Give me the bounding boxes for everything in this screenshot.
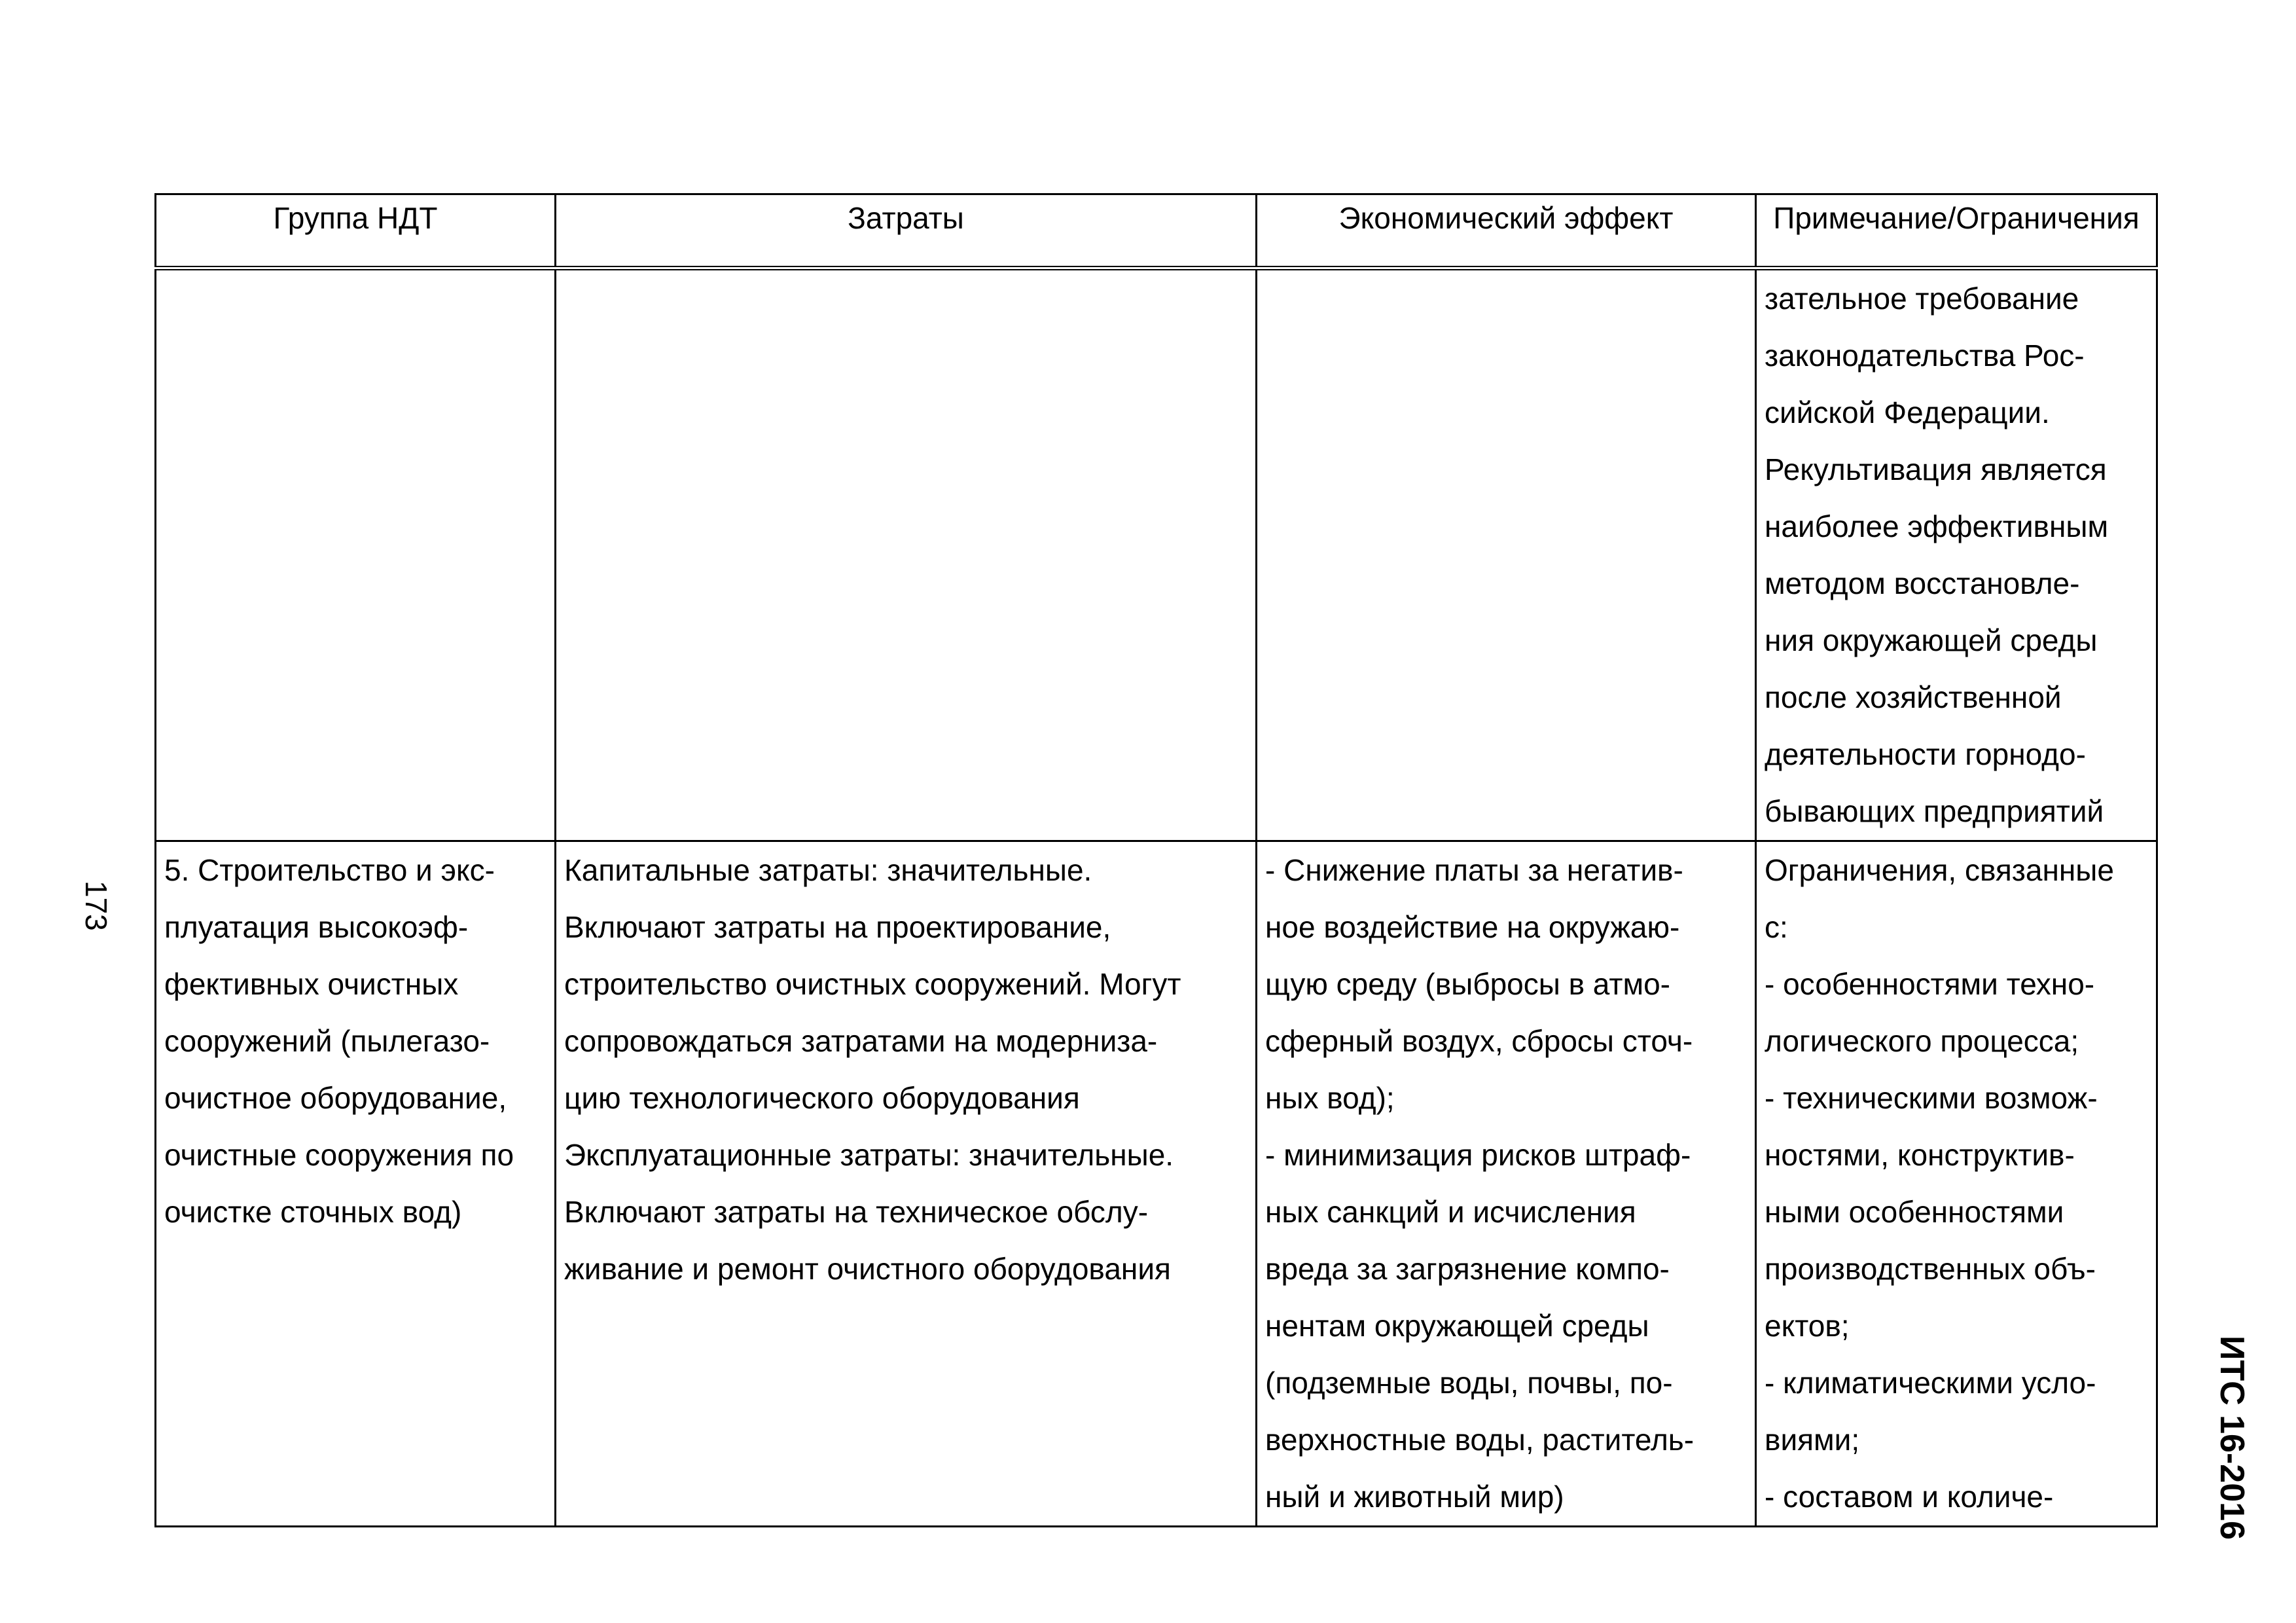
cell-line: Включают затраты на проектирование,: [564, 910, 1111, 944]
cell-group: [156, 841, 556, 1527]
cell-line: фективных очистных: [164, 967, 459, 1001]
cell-line: - минимизация рисков штраф-: [1265, 1138, 1691, 1172]
cell-line: ных санкций и исчисления: [1265, 1195, 1636, 1229]
cell-costs: [556, 841, 1257, 1527]
cell-line: (подземные воды, почвы, по-: [1265, 1366, 1673, 1400]
cell-line: - климатическими усло-: [1765, 1366, 2096, 1400]
header-group: Группа НДТ: [156, 194, 556, 268]
cell-line: ный и животный мир): [1265, 1480, 1564, 1514]
header-costs: Затраты: [556, 194, 1257, 268]
cell-line: наиболее эффективным: [1765, 509, 2109, 543]
cell-line: вреда за загрязнение компо-: [1265, 1252, 1670, 1286]
cell-line: цию технологического оборудования: [564, 1081, 1080, 1115]
cell-line: очистке сточных вод): [164, 1195, 462, 1229]
cell-notes: [1756, 841, 2157, 1527]
header-effect: Экономический эффект: [1257, 194, 1756, 268]
ndt-table: [154, 193, 2158, 1527]
cell-line: - особенностями техно-: [1765, 967, 2095, 1001]
cell-line: бывающих предприятий: [1765, 794, 2104, 828]
cell-line: очистные сооружения по: [164, 1138, 514, 1172]
cell-line: методом восстановле-: [1765, 566, 2080, 600]
cell-line: нентам окружающей среды: [1265, 1309, 1649, 1343]
cell-line: плуатация высокоэф-: [164, 910, 469, 944]
cell-line: очистное оборудование,: [164, 1081, 507, 1115]
cell-line: Капитальные затраты: значительные.: [564, 853, 1092, 887]
cell-line: зательное требование: [1765, 282, 2079, 316]
cell-line: с:: [1765, 910, 1788, 944]
cell-line: живание и ремонт очистного оборудования: [564, 1252, 1171, 1286]
cell-line: после хозяйственной: [1765, 680, 2062, 714]
cell-line: - Снижение платы за негатив-: [1265, 853, 1683, 887]
cell-line: Включают затраты на техническое обслу-: [564, 1195, 1149, 1229]
cell-effect: [1257, 841, 1756, 1527]
table-row: [156, 268, 2157, 841]
cell-line: ных вод);: [1265, 1081, 1395, 1115]
cell-line: 5. Строительство и экс-: [164, 853, 495, 887]
header-row: [156, 194, 2157, 268]
cell-line: Эксплуатационные затраты: значительные.: [564, 1138, 1174, 1172]
cell-line: - составом и количе-: [1765, 1480, 2054, 1514]
cell-line: ния окружающей среды: [1765, 623, 2098, 657]
cell-group: [156, 268, 556, 841]
cell-line: Рекультивация является: [1765, 452, 2107, 486]
cell-line: - техническими возмож-: [1765, 1081, 2098, 1115]
table-body: [156, 268, 2157, 1527]
table-header: [156, 194, 2157, 268]
cell-line: законодательства Рос-: [1765, 338, 2085, 373]
cell-costs: [556, 268, 1257, 841]
cell-line: сийской Федерации.: [1765, 395, 2050, 429]
cell-line: строительство очистных сооружений. Могут: [564, 967, 1181, 1001]
cell-line: ное воздействие на окружаю-: [1265, 910, 1680, 944]
cell-line: сооружений (пылегазо-: [164, 1024, 490, 1058]
header-notes: Примечание/Ограничения: [1756, 194, 2157, 268]
cell-line: логического процесса;: [1765, 1024, 2079, 1058]
cell-notes: [1756, 268, 2157, 841]
cell-effect: [1257, 268, 1756, 841]
cell-line: Ограничения, связанные: [1765, 853, 2114, 887]
cell-line: сферный воздух, сбросы сточ-: [1265, 1024, 1693, 1058]
page-number: 173: [79, 881, 113, 931]
cell-line: деятельности горнодо-: [1765, 737, 2086, 771]
cell-line: сопровождаться затратами на модерниза-: [564, 1024, 1158, 1058]
cell-line: ными особенностями: [1765, 1195, 2064, 1229]
cell-line: виями;: [1765, 1423, 1860, 1457]
cell-line: щую среду (выбросы в атмо-: [1265, 967, 1670, 1001]
cell-line: ностями, конструктив-: [1765, 1138, 2075, 1172]
table-row: [156, 841, 2157, 1527]
cell-line: верхностные воды, раститель-: [1265, 1423, 1695, 1457]
cell-line: производственных объ-: [1765, 1252, 2096, 1286]
document-code: ИТС 16-2016: [2213, 1336, 2251, 1540]
cell-line: ектов;: [1765, 1309, 1850, 1343]
